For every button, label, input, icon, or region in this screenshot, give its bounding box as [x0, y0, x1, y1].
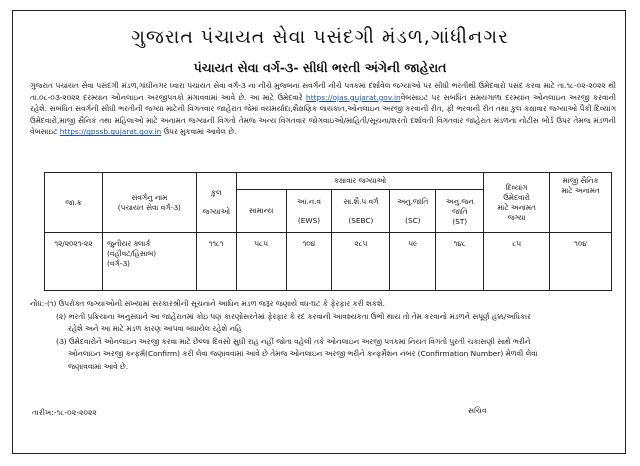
- cell-divyang: ૮૫: [484, 233, 550, 291]
- cell-st: ૧૪૮: [436, 233, 484, 291]
- notes-section: [30, 298, 620, 373]
- cell-general: ૫૮૫: [236, 233, 286, 291]
- cell-sebc: ૨૮૫: [332, 233, 390, 291]
- posts-table: [44, 172, 612, 291]
- intro-text-2: વેબસાઇટ પર સબંધિત સમયગાળા દરમ્યાન ઓનલાઇન અરજી કરવાની રહેશે. સબંધિત સંવર્ગની સીધી ભરતીની જગ્યા માટેની વિગતવાર જાહેરાત જેમાં વયમર્યાદા,શૈક્ષણિક લાયકાત,ઓનલાઇન અરજી કરવાની રીત, ફી ભરવાની રીત તથા કુલ કક્ષાવાર જગ્યાઓ પૈકી દિવ્યાંગ ઉમેદવારો,માજી સૈનિક તથા મહિલાઓ માટે અનામત જગ્યાની વિગતો તેમજ અન્ય વિગતવાર જોગવાઇઓ/માહિતી/સૂચના/શરતો દર્શાવતી વિગતવાર જાહેરાત મંડળના નોટીસ બોર્ડ ઉપર તેમજ મંડળની વેબસાઇટ: [30, 92, 616, 137]
- col-header-total: કુલ જગ્યાઓ: [196, 173, 236, 233]
- board-title: ગુજરાત પંચાયત સેવા પસંદગી મંડળ,ગાંધીનગર: [131, 26, 509, 48]
- col-header-ews: આ.ન.વ (EWS): [286, 190, 332, 233]
- intro-text-3: ઉપર મુકવામાં આવેલ છે.: [161, 127, 237, 137]
- notice-date: તારીખ:-૧૮-૦૨-૨૦૨૨: [32, 408, 97, 417]
- note-1: નોંધ:-(૧) ઉપરોક્ત જગ્યાઓની સંખ્યામાં સરકારશ્રીની સૂચનાને આધિન મંડળ જરૂર જણાયે વધ-ઘટ કે ફેરફાર કરી શકશે.: [30, 299, 386, 308]
- intro-text-1: ગુજરાત પંચાયત સેવા પસંદગી મંડળ,ગાંધીનગર ધ્વારા પંચાયત સેવા વર્ગ-૩ ના નીચે મુજબના સંવર્ગની નીચે પત્રકમાં દર્શાવેલ જગ્યાઓ પર સીધી ભરતીથી ઉમેદવારો પસંદ કરવા માટે તા.૧૮-૦૨-૨૦૨૨ થી તા.૦૮-૦૩-૨૦૨૨ દરમ્યાન ઓનલાઇન અરજીપત્રકો મંગાવવામાં આવે છે. આ માટે ઉમેદવારે: [30, 81, 616, 102]
- cell-total: ૧૧૮૧: [196, 233, 236, 291]
- intro-paragraph: [30, 80, 616, 138]
- ojas-link[interactable]: https://ojas.gujarat.gov.in: [306, 92, 401, 102]
- col-header-divyang: દિવ્યાંગ ઉમેદવારો માટે અનામત જગ્યા: [484, 173, 550, 233]
- cell-exservice: ૧૦૪: [550, 233, 612, 291]
- col-header-st: અનુ.જન જાતિ (ST): [436, 190, 484, 233]
- col-header-general: સામાન્ય: [236, 190, 286, 233]
- col-header-exservice: માજી સૈનિક માટે અનામત: [550, 173, 612, 233]
- table-row: [45, 233, 612, 291]
- note-2: (૨) ભરતી પ્રક્રિયાના અનુસંધાને આ જાહેરાતમાં કોઇ પણ કારણોસરતેમાં ફેરફાર કે રદ કરવાની આવશ્યકતા ઉભી થાય તો તેમ કરવાનો મંડળને સંપૂર્ણ હક્ક/અધિકાર રહેશે અને આ માટે મંડળ કારણ આપવા બંધાયેલ રહેશે નહિ: [56, 311, 531, 333]
- notice-subtitle: પંચાયત સેવા વર્ગ-૩- સીધી ભરતી અંગેની જાહેરાત: [193, 60, 447, 75]
- cell-no: ૧૨/૨૦૨૧-૨૨: [45, 233, 103, 291]
- gpssb-link[interactable]: https://gpssb.gujarat.gov.in: [59, 127, 162, 137]
- cell-ews: ૧૦૪: [286, 233, 332, 291]
- col-header-sebc: સા.શૈ.પ વર્ગ (SEBC): [332, 190, 390, 233]
- col-header-category-group: કક્ષાવાર જગ્યાઓ: [236, 173, 484, 190]
- cell-cadre: જુનીયર ક્લાર્ક (વહીવટ/હિસાબ) (વર્ગ-૩): [102, 233, 196, 291]
- signatory: સચિવ: [468, 406, 487, 415]
- col-header-sc: અનુ.જાતિ (SC): [390, 190, 436, 233]
- cell-sc: ૫૯: [390, 233, 436, 291]
- col-header-no: જા.ક્ર: [45, 173, 103, 233]
- col-header-cadre: સંવર્ગનુ નામ (પંચાયત સેવા વર્ગ-૩): [102, 173, 196, 233]
- note-3: (૩) ઉમેદવારોને ઓનલાઇન અરજી કરવા માટે છેલ્લા દિવસો સુધી રાહ નહીં જોતા વહેલી તકે ઓનલાઇન અરજી પત્રકમાં નિયત વિગતો પુરતી ચકાસણી સાથે ભરીને ઓનલાઇન અરજી કન્ફર્મ(Confirm) કરી લેવા જણાવવામાં આવે છે તેમજ ઓનલાઇન અરજી ભરીને કન્ફર્મેશન નંબર (Confirmation Number) મેળવી લેવા જણાવવામાં આવે છે.: [56, 336, 538, 371]
